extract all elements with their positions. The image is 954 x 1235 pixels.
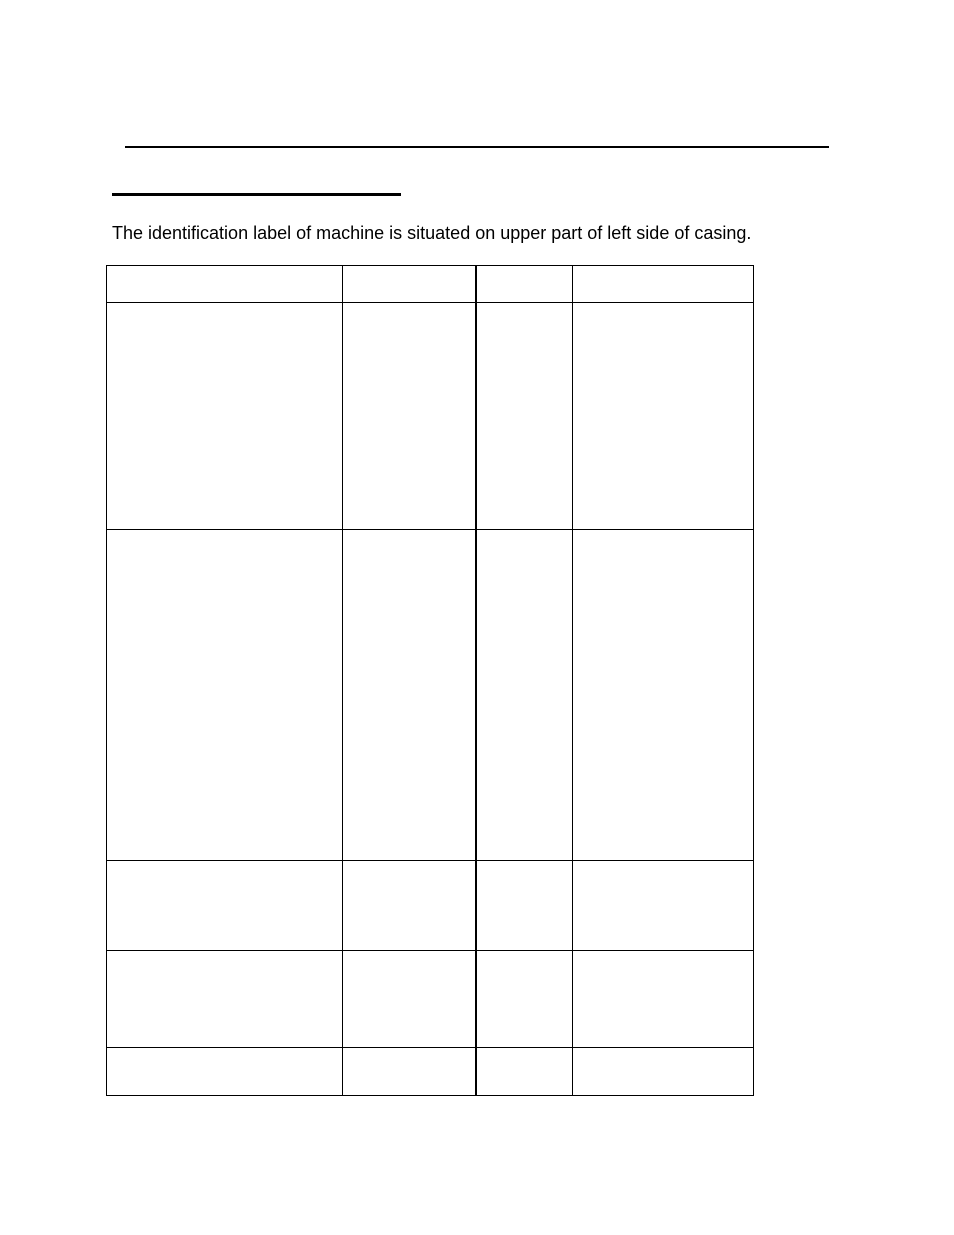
table-cell (343, 530, 476, 861)
table-cell (476, 861, 573, 951)
table-cell (343, 303, 476, 530)
intro-paragraph: The identification label of machine is situated on upper part of left side of casing. (112, 223, 752, 243)
table-row (107, 951, 754, 1048)
table-cell (573, 951, 754, 1048)
table-cell (476, 951, 573, 1048)
table-cell (343, 861, 476, 951)
table-cell (107, 530, 343, 861)
table-cell (107, 266, 343, 303)
section-heading-underline (112, 193, 401, 196)
table-cell (107, 1048, 343, 1096)
table-row (107, 530, 754, 861)
table-cell (107, 951, 343, 1048)
table-row (107, 1048, 754, 1096)
table-cell (343, 266, 476, 303)
table-cell (476, 530, 573, 861)
table-cell (107, 303, 343, 530)
table-cell (476, 303, 573, 530)
table-cell (573, 861, 754, 951)
table-cell (573, 266, 754, 303)
table-row (107, 266, 754, 303)
specification-table (106, 265, 754, 1096)
table-row (107, 303, 754, 530)
header-rule (125, 146, 829, 148)
table-cell (573, 530, 754, 861)
table-cell (476, 266, 573, 303)
table-cell (476, 1048, 573, 1096)
table-cell (107, 861, 343, 951)
table-cell (343, 1048, 476, 1096)
table-row (107, 861, 754, 951)
table-cell (343, 951, 476, 1048)
table-cell (573, 1048, 754, 1096)
table-cell (573, 303, 754, 530)
